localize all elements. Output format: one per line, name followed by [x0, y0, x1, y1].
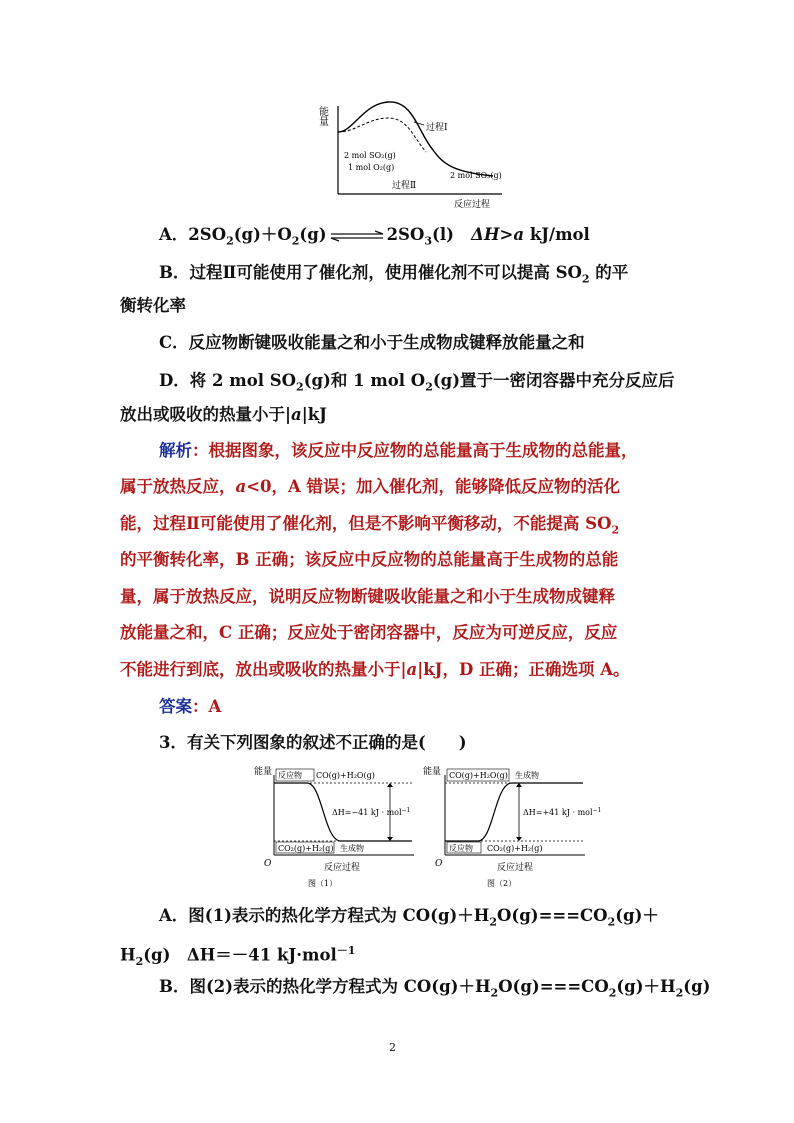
fig1-bottom-label: 生成物 — [340, 844, 364, 853]
fig2-top-label: 生成物 — [515, 771, 539, 780]
fig2-x-axis: 反应过程 — [497, 863, 534, 873]
question-3: 3．有关下列图象的叙述不正确的是( ) — [159, 733, 467, 752]
q2-option-b-line2: 衡转化率 — [120, 296, 186, 315]
fig2-origin: O — [435, 859, 443, 869]
fig1-dh: ΔH=−41 kJ · mol$^{-1}$ — [332, 807, 411, 817]
d1-product: 2 mol SO₃(g) — [450, 171, 502, 180]
equilibrium-arrow-icon — [329, 225, 385, 247]
fig2-bottom-box: 反应物 — [449, 844, 473, 853]
q2-option-c: C．反应物断键吸收能量之和小于生成物成键释放能量之和 — [159, 333, 585, 352]
d1-reactant-1: 2 mol SO₂(g) — [344, 151, 396, 160]
fig2-dh: ΔH=+41 kJ · mol$^{-1}$ — [523, 807, 602, 817]
q3-option-b: B．图(2)表示的热化学方程式为 $CO(g)+H_2O(g)===CO_2(g)+H_2(g)$ — [159, 977, 711, 1000]
energy-diagram-fig2 — [423, 763, 602, 891]
fig1-origin: O — [264, 859, 272, 869]
energy-diagram-fig1 — [252, 763, 422, 891]
answer-label: 答案 — [159, 697, 192, 716]
d1-y-axis: 能量 — [316, 106, 328, 126]
q2-option-d-line2: 放出或吸收的热量小于|a|kJ — [120, 405, 327, 424]
fig2-top-formula: CO(g)+H₂O(g) — [449, 771, 508, 780]
analysis-line1: 解析：根据图象，该反应中反应物的总能量高于生成物的总能量， — [159, 441, 638, 460]
page-number: 2 — [389, 1041, 396, 1054]
energy-diagram-1 — [318, 92, 510, 210]
analysis-line5: 量，属于放热反应，说明反应物断键吸收能量之和小于生成物成键释 — [120, 587, 615, 606]
fig2-bottom-formula: CO₂(g)+H₂(g) — [487, 844, 543, 853]
answer-line: 答案：A — [159, 697, 222, 716]
fig1-y-axis: 能量 — [254, 767, 273, 777]
q3-option-a-line1: A．图(1)表示的热化学方程式为 $CO(g)+H_2O(g)===CO_2(g)+$ — [159, 906, 659, 929]
fig1-top-formula: CO(g)+H₂O(g) — [316, 771, 375, 780]
analysis-line3: 能，过程Ⅱ可能使用了催化剂，但是不影响平衡移动，不能提高 $SO_2$ — [120, 514, 620, 537]
analysis-label: 解析 — [159, 441, 192, 460]
analysis-line6: 放能量之和，C 正确；反应处于密闭容器中，反应为可逆反应，反应 — [120, 623, 618, 642]
fig2-y-axis: 能量 — [423, 767, 442, 777]
analysis-line7: 不能进行到底，放出或吸收的热量小于|a|kJ，D 正确；正确选项 A。 — [120, 660, 630, 679]
fig1-bottom-formula: CO₂(g)+H₂(g) — [278, 844, 334, 853]
q2-option-d-line1: D．将 2 mol $SO_2(g)$和 1 mol $O_2(g)$置于一密闭容器中充分反应后 — [159, 371, 675, 394]
q2-option-b-line1: B．过程Ⅱ可能使用了催化剂，使用催化剂不可以提高 $SO_2$ 的平 — [159, 263, 629, 286]
d1-x-axis: 反应过程 — [454, 200, 491, 210]
q3-option-a-line2: $H_2(g)$ ΔH＝－41 kJ·mol$^{-1}$ — [120, 944, 356, 968]
analysis-line2: 属于放热反应，a<0，A 错误；加入催化剂，能够降低反应物的活化 — [120, 477, 621, 496]
analysis-line4: 的平衡转化率，B 正确；该反应中反应物的总能量高于生成物的总能 — [120, 550, 619, 569]
d1-process1: 过程Ⅰ — [426, 123, 448, 133]
fig1-top-box: 反应物 — [278, 771, 302, 780]
d1-reactant-2: 1 mol O₂(g) — [348, 163, 395, 172]
fig1-caption: 图（1） — [308, 879, 338, 888]
q2-option-a: A．$2SO_2(g)+O_2(g)$ $2SO_3(l)$ ΔH>a kJ/mol — [159, 225, 590, 248]
d1-process2: 过程Ⅱ — [392, 181, 417, 191]
fig2-caption: 图（2） — [487, 879, 517, 888]
fig1-x-axis: 反应过程 — [324, 863, 361, 873]
